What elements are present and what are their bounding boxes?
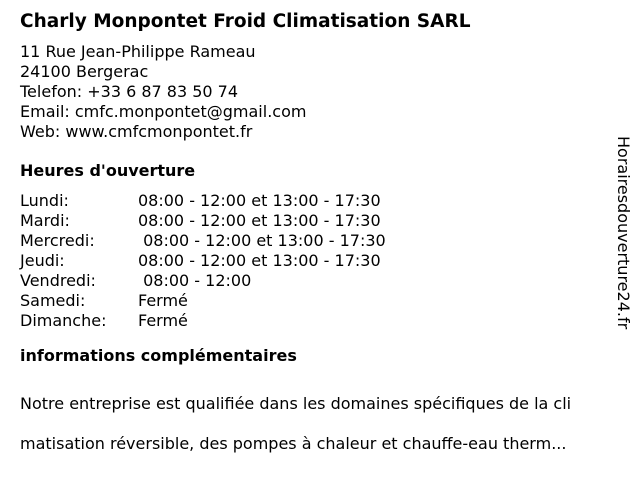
hours-row-tuesday xyxy=(20,211,620,231)
city-postcode: 24100 Bergerac xyxy=(20,62,149,81)
website-address: Web: www.cmfcmonpontet.fr xyxy=(20,122,253,141)
hours-row-thursday xyxy=(20,251,620,271)
hours-row-sunday xyxy=(20,311,620,331)
time-range: 08:00 - 12:00 et 13:00 - 17:30 xyxy=(138,251,381,270)
additional-info-text xyxy=(20,374,620,474)
time-range: Fermé xyxy=(138,311,188,330)
hours-row-friday xyxy=(20,271,620,291)
additional-info-line: Notre entreprise est qualifiée dans les domaines spécifiques de la cli xyxy=(20,394,572,413)
day-label: Mercredi: xyxy=(20,231,95,250)
additional-info-heading: informations complémentaires xyxy=(20,346,297,365)
hours-row-wednesday xyxy=(20,231,620,251)
opening-hours-heading: Heures d'ouverture xyxy=(20,161,196,180)
hours-row-saturday xyxy=(20,291,620,311)
additional-info-line: matisation réversible, des pompes à chaleur et chauffe-eau therm... xyxy=(20,434,567,453)
street-address: 11 Rue Jean-Philippe Rameau xyxy=(20,42,256,61)
day-label: Samedi: xyxy=(20,291,86,310)
day-label: Mardi: xyxy=(20,211,70,230)
day-label: Dimanche: xyxy=(20,311,107,330)
business-name: Charly Monpontet Froid Climatisation SARL xyxy=(20,11,471,32)
time-range: 08:00 - 12:00 et 13:00 - 17:30 xyxy=(138,211,381,230)
day-label: Lundi: xyxy=(20,191,69,210)
time-range: Fermé xyxy=(138,291,188,310)
day-label: Vendredi: xyxy=(20,271,96,290)
site-watermark: Horairesdouverture24.fr xyxy=(614,136,633,330)
day-label: Jeudi: xyxy=(20,251,65,270)
hours-row-monday xyxy=(20,191,620,211)
time-range: 08:00 - 12:00 xyxy=(138,271,252,290)
phone-number: Telefon: +33 6 87 83 50 74 xyxy=(20,82,239,101)
address-block xyxy=(20,42,620,142)
email-address: Email: cmfc.monpontet@gmail.com xyxy=(20,102,307,121)
time-range: 08:00 - 12:00 et 13:00 - 17:30 xyxy=(138,191,381,210)
opening-hours-table xyxy=(20,191,620,331)
time-range: 08:00 - 12:00 et 13:00 - 17:30 xyxy=(138,231,386,250)
business-card xyxy=(20,10,620,474)
